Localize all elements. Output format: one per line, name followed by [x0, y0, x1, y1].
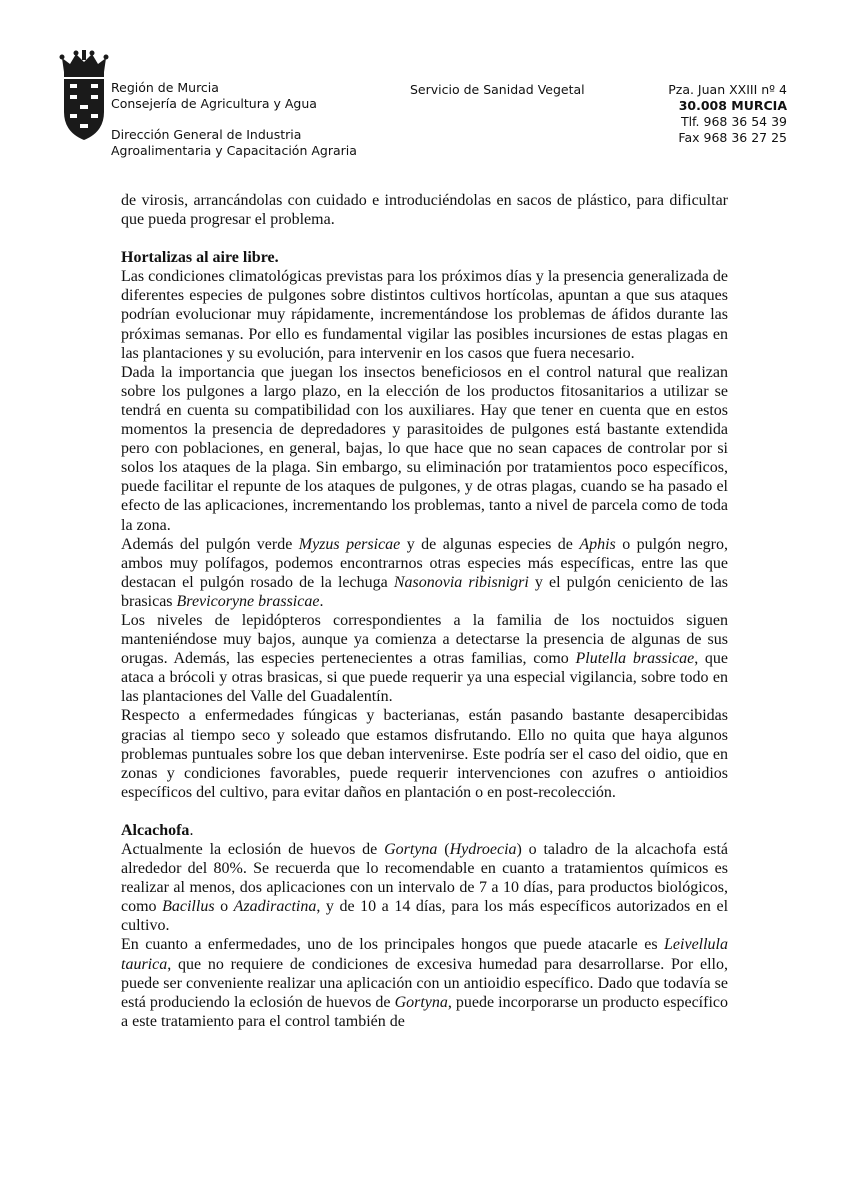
- paragraph: Los niveles de lepidópteros correspondientes a la familia de los noctuidos siguen manteniéndose muy bajos, aunque ya comienza a detectarse la presencia de algunas de sus orugas. Además, las especies pertenecientes a otras familias, como Plutella brassicae, que ataca a brócoli y otras brasicas, si que puede requerir ya una especial vigilancia, sobre todo en las plantaciones del Valle del Guadalentín.: [121, 611, 729, 706]
- species-name: Nasonovia ribisnigri: [393, 573, 529, 591]
- intro-paragraph: de virosis, arrancándolas con cuidado e introduciéndolas en sacos de plástico, para dificultar que pueda progresar el problema.: [121, 192, 728, 229]
- region-coat-of-arms-icon: [58, 50, 110, 142]
- species-name: Azadiractina: [233, 898, 317, 916]
- paragraph: Respecto a enfermedades fúngicas y bacterianas, están pasando bastante desapercibidas gracias al tiempo seco y soleado que estamos disfrutando. Ello no quita que haya algunos problemas puntuales sobre los que deban intervenirse. Este podría ser el caso del oidio, que en zonas y condiciones favorables, puede requerir intervenciones con azufres o antioidios específicos del cultivo, para evitar daños en plantación o en post-recolección.: [121, 707, 728, 801]
- paragraph: Las condiciones climatológicas previstas para los próximos días y la presencia generalizada de diferentes especies de pulgones sobre distintos cultivos hortícolas, apuntan a que sus ataques podrían evolucionar muy rápidamente, incrementándose los problemas de áfidos durante las próximas semanas. Por ello es fundamental vigilar las posibles incursiones de estas plagas en las plantaciones y su evolución, para intervenir en los casos que fuera necesario.: [121, 268, 728, 362]
- paragraph: En cuanto a enfermedades, uno de los principales hongos que puede atacarle es Leivellula taurica, que no requiere de condiciones de excesiva humedad para desarrollarse. Por ello, puede ser conveniente realizar una aplicación con un antioidio específico. Dado que todavía se está produciendo la eclosión de huevos de Gortyna, puede incorporarse un producto específico a este tratamiento para el control también de: [121, 936, 729, 1030]
- address-street: Pza. Juan XXIII nº 4: [668, 82, 787, 97]
- species-name: Myzus persicae: [298, 535, 401, 553]
- species-name: Gortyna: [384, 841, 438, 858]
- org-region: Región de Murcia: [111, 80, 219, 95]
- paragraph: Actualmente la eclosión de huevos de Gortyna (Hydroecia) o taladro de la alcachofa está alrededor del 80%. Se recuerda que lo recomendable en cuanto a tratamientos químicos es realizar al menos, dos aplicaciones con un intervalo de 7 a 10 días, para productos biológicos, como Bacillus o Azadiractina, y de 10 a 14 días, para los más específicos autorizados en el cultivo.: [121, 841, 729, 935]
- species-name: Gortyna: [394, 993, 448, 1011]
- address-block: [668, 82, 787, 146]
- directorate-block: [111, 127, 357, 159]
- species-name: Plutella brassicae: [575, 650, 695, 668]
- letterhead: [0, 0, 851, 175]
- org-directorate-sub: Agroalimentaria y Capacitación Agraria: [111, 143, 357, 158]
- paragraph: Además del pulgón verde Myzus persicae y de algunas especies de Aphis o pulgón negro, ambos muy polífagos, podemos encontrarnos otras especies más específicas, entre las que destacan el pulgón rosado de la lechuga Nasonovia ribisnigri y el pulgón ceniciento de las brasicas Brevicoryne brassicae.: [121, 535, 729, 610]
- section-heading-hortalizas: Hortalizas al aire libre.: [121, 249, 279, 267]
- species-name: Hydroecia: [449, 841, 517, 858]
- address-fax: Fax 968 36 27 25: [678, 130, 787, 145]
- service-name: Servicio de Sanidad Vegetal: [410, 82, 585, 97]
- species-name: Aphis: [579, 535, 616, 553]
- document-body: [121, 191, 728, 1031]
- species-name: Brevicoryne brassicae: [176, 592, 320, 610]
- organization-block: [111, 80, 317, 112]
- org-directorate: Dirección General de Industria: [111, 127, 302, 142]
- paragraph: Dada la importancia que juegan los insectos beneficiosos en el control natural que realizan sobre los pulgones a largo plazo, en la elección de los productos fitosanitarios a utilizar se tendrá en cuenta su compatibilidad con los auxiliares. Hay que tener en cuenta que en estos momentos la presencia de depredadores y parasitoides de pulgones está bastante extendida pero con poblaciones, en general, bajas, lo que hace que no sean capaces de controlar por si solos los ataques de la plaga. Sin embargo, su eliminación por tratamientos poco específicos, puede facilitar el repunte de los ataques de pulgones, y de otras plagas, cuando se ha pasado el efecto de las aplicaciones, incrementando los problemas, tanto a nivel de parcela como de toda la zona.: [121, 363, 728, 534]
- org-ministry: Consejería de Agricultura y Agua: [111, 96, 317, 111]
- section-heading-alcachofa: Alcachofa.: [121, 821, 194, 839]
- species-name: Leivellula taurica: [121, 936, 728, 973]
- address-city: 30.008 MURCIA: [678, 98, 787, 113]
- species-name: Bacillus: [162, 898, 215, 916]
- address-phone: Tlf. 968 36 54 39: [680, 114, 787, 129]
